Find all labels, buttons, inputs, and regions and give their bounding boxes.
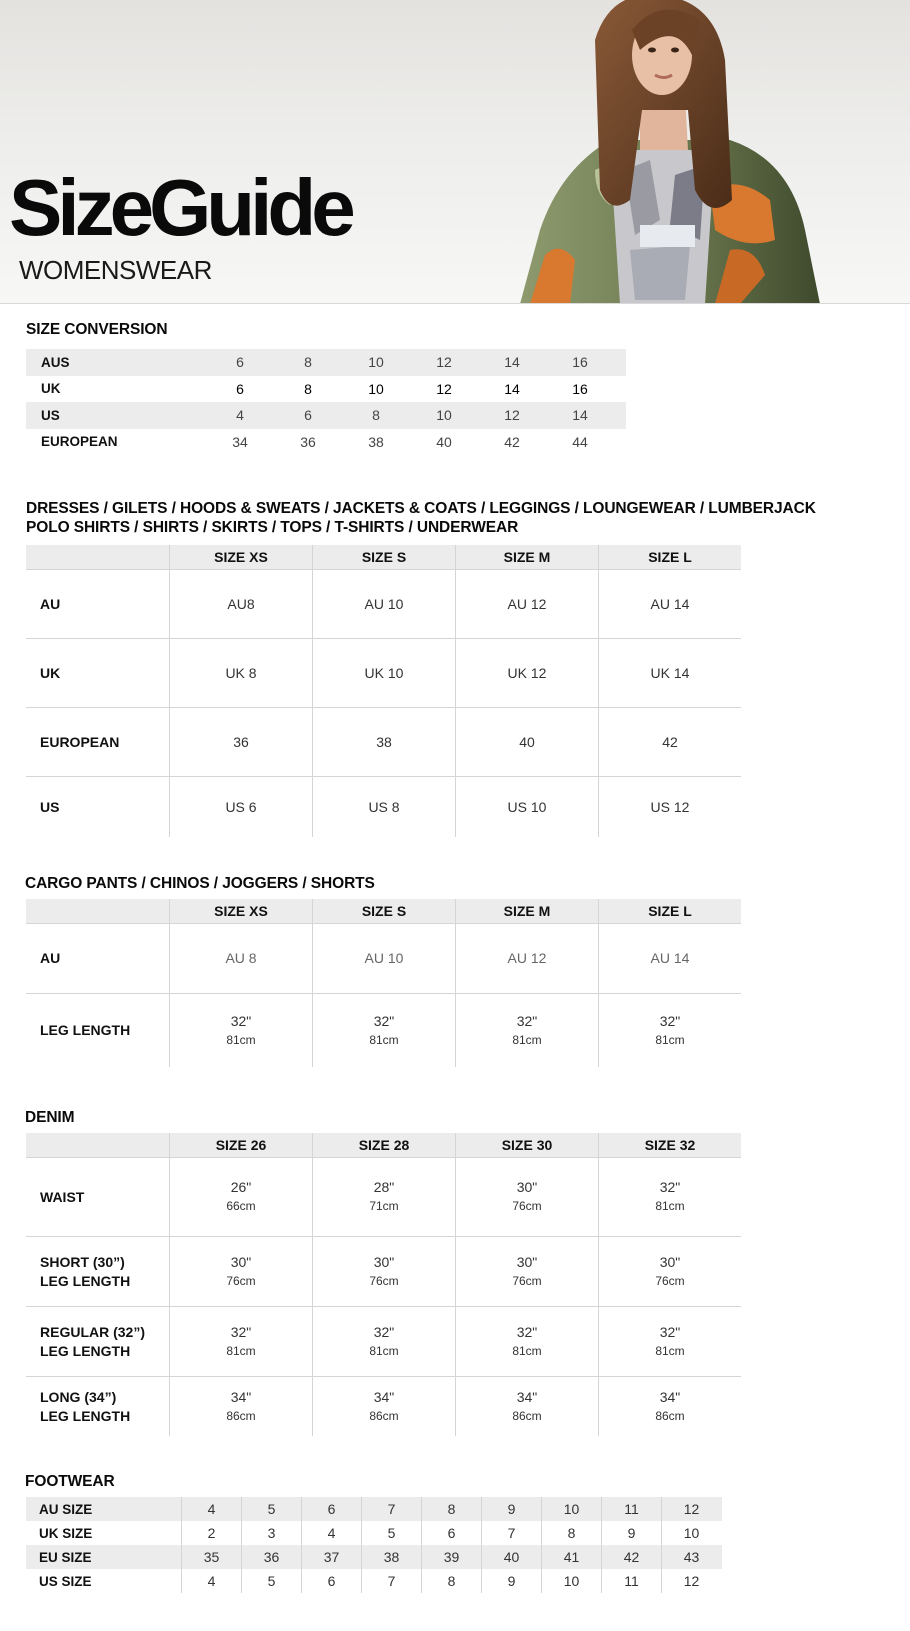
table-cell: AU 10 [312, 924, 455, 993]
measurement [226, 1323, 255, 1361]
footwear-value: 41 [541, 1545, 601, 1569]
table-header-cell: SIZE 32 [598, 1133, 741, 1157]
footwear-row [26, 1521, 722, 1545]
table-header-cell: SIZE L [598, 899, 741, 923]
table-cell [312, 1307, 455, 1376]
conversion-value: 40 [436, 433, 452, 450]
footwear-value: 6 [301, 1497, 361, 1521]
table-cell: AU 12 [455, 924, 598, 993]
table-cell: AU 8 [169, 924, 312, 993]
measurement-inches: 32" [516, 1323, 538, 1340]
footwear-value: 38 [361, 1545, 421, 1569]
measurement-cm: 71cm [369, 1199, 399, 1213]
conversion-value: 4 [236, 407, 244, 424]
table-row-label: US [40, 798, 60, 815]
table-cell [598, 1307, 741, 1376]
measurement-inches: 30" [516, 1253, 538, 1270]
table-header-cell: SIZE S [312, 545, 455, 569]
footwear-row [26, 1497, 722, 1521]
table-cell [455, 1158, 598, 1236]
footwear-value: 11 [601, 1569, 661, 1593]
measurement-inches: 32" [373, 1012, 395, 1029]
measurement-cm: 81cm [655, 1032, 685, 1047]
conversion-value: 16 [572, 380, 588, 397]
measurement-cm: 76cm [512, 1199, 542, 1213]
table-cell: AU 12 [455, 570, 598, 638]
model-photo [500, 0, 840, 304]
footwear-size-table [26, 1497, 722, 1593]
table-row [26, 1236, 741, 1306]
page-title: SizeGuide [9, 163, 351, 252]
conversion-row [26, 376, 626, 403]
table-header-cell: SIZE M [455, 899, 598, 923]
measurement [512, 1388, 541, 1426]
measurement-inches: 32" [230, 1012, 252, 1029]
footwear-row [26, 1545, 722, 1569]
table-header-cell: SIZE XS [169, 899, 312, 923]
footwear-value: 5 [241, 1497, 301, 1521]
measurement-cm: 76cm [655, 1273, 685, 1288]
table-row-label: UK [40, 664, 61, 681]
table-cell: 36 [169, 708, 312, 776]
footwear-value: 43 [661, 1545, 721, 1569]
table-row [26, 1157, 741, 1236]
footwear-value: 4 [181, 1569, 241, 1593]
measurement-inches: 32" [659, 1323, 681, 1340]
measurement [226, 1253, 255, 1291]
measurement-inches: 28" [373, 1179, 395, 1195]
table-cell [455, 1237, 598, 1306]
measurement-cm: 86cm [369, 1408, 399, 1423]
measurement-inches: 32" [659, 1012, 681, 1029]
table-cell: UK 14 [598, 639, 741, 707]
table-cell [169, 1377, 312, 1436]
footwear-title: FOOTWEAR [25, 1473, 115, 1490]
conversion-row-label: UK [41, 381, 61, 397]
footwear-value: 12 [661, 1569, 721, 1593]
footwear-value: 5 [361, 1521, 421, 1545]
table-cell: 42 [598, 708, 741, 776]
table-cell: UK 8 [169, 639, 312, 707]
table-row-label: LONG (34”) LEG LENGTH [40, 1388, 131, 1424]
conversion-value: 6 [304, 407, 312, 424]
measurement [655, 1178, 684, 1216]
measurement [512, 1178, 541, 1216]
table-header-cell: SIZE 26 [169, 1133, 312, 1157]
table-cell: AU8 [169, 570, 312, 638]
measurement [226, 1388, 255, 1426]
table-row [26, 923, 741, 993]
footwear-row-label: AU SIZE [39, 1501, 93, 1517]
footwear-value: 9 [601, 1521, 661, 1545]
table-row-label: LEG LENGTH [40, 1022, 131, 1038]
table-cell [169, 1158, 312, 1236]
measurement [512, 1253, 541, 1291]
measurement-cm: 81cm [512, 1032, 542, 1047]
footwear-value: 37 [301, 1545, 361, 1569]
conversion-value: 14 [504, 380, 520, 397]
footwear-value: 9 [481, 1569, 541, 1593]
table-cell: UK 12 [455, 639, 598, 707]
table-row [26, 707, 741, 776]
footwear-value: 40 [481, 1545, 541, 1569]
table-cell: AU 14 [598, 924, 741, 993]
conversion-value: 6 [236, 380, 244, 397]
measurement-cm: 76cm [226, 1273, 256, 1288]
conversion-value: 12 [504, 407, 520, 424]
measurement-inches: 30" [230, 1253, 252, 1270]
table-row-label: AU [40, 595, 61, 612]
conversion-value: 12 [436, 380, 452, 397]
table-row-label: EUROPEAN [40, 733, 120, 750]
table-header-blank [26, 899, 169, 923]
measurement-inches: 34" [373, 1388, 395, 1405]
conversion-row-label: EUROPEAN [41, 434, 118, 450]
conversion-row [26, 402, 626, 429]
footwear-value: 10 [541, 1569, 601, 1593]
footwear-value: 42 [601, 1545, 661, 1569]
table-cell: US 6 [169, 777, 312, 837]
table-cell [598, 1377, 741, 1436]
measurement-cm: 76cm [369, 1273, 399, 1288]
conversion-value: 16 [572, 354, 588, 371]
table-cell: US 12 [598, 777, 741, 837]
table-header-blank [26, 545, 169, 569]
conversion-value: 8 [304, 380, 312, 397]
hero-banner [0, 0, 910, 304]
footwear-value: 9 [481, 1497, 541, 1521]
table-header-row [26, 545, 741, 569]
table-cell [312, 1158, 455, 1236]
table-cell [455, 1377, 598, 1436]
footwear-value: 7 [361, 1569, 421, 1593]
footwear-value: 6 [301, 1569, 361, 1593]
table-cell [455, 994, 598, 1067]
measurement-cm: 86cm [226, 1408, 256, 1423]
measurement [369, 1253, 398, 1291]
table-header-cell: SIZE M [455, 545, 598, 569]
measurement-cm: 81cm [655, 1343, 685, 1358]
table-cell: US 8 [312, 777, 455, 837]
table-header-cell: SIZE XS [169, 545, 312, 569]
measurement [655, 1323, 684, 1361]
measurement-inches: 32" [373, 1323, 395, 1340]
conversion-value: 14 [504, 354, 520, 371]
measurement [512, 1012, 541, 1050]
table-cell: 40 [455, 708, 598, 776]
table-cell [169, 994, 312, 1067]
footwear-value: 35 [181, 1545, 241, 1569]
measurement [655, 1388, 684, 1426]
footwear-row-label: US SIZE [39, 1573, 92, 1589]
tops-size-table [26, 545, 741, 837]
measurement-cm: 81cm [226, 1343, 256, 1358]
table-cell [598, 994, 741, 1067]
measurement-cm: 86cm [512, 1408, 542, 1423]
table-row-label: AU [40, 950, 61, 966]
measurement-inches: 34" [230, 1388, 252, 1405]
footwear-value: 5 [241, 1569, 301, 1593]
conversion-value: 6 [236, 354, 244, 371]
footwear-value: 36 [241, 1545, 301, 1569]
denim-title: DENIM [25, 1109, 75, 1126]
measurement [655, 1012, 684, 1050]
conversion-row [26, 349, 626, 376]
measurement-inches: 32" [230, 1323, 252, 1340]
size-conversion-title: SIZE CONVERSION [26, 321, 168, 338]
measurement-cm: 66cm [226, 1199, 256, 1213]
footwear-value: 12 [661, 1497, 721, 1521]
measurement [369, 1388, 398, 1426]
measurement-inches: 34" [516, 1388, 538, 1405]
measurement-cm: 76cm [512, 1273, 542, 1288]
table-row [26, 776, 741, 837]
conversion-value: 34 [232, 433, 248, 450]
table-row [26, 1376, 741, 1436]
measurement-cm: 81cm [369, 1032, 399, 1047]
table-cell [169, 1307, 312, 1376]
measurement [369, 1178, 398, 1216]
table-row [26, 569, 741, 638]
measurement-inches: 30" [659, 1253, 681, 1270]
table-row-label: REGULAR (32”) LEG LENGTH [40, 1323, 146, 1359]
footwear-value: 11 [601, 1497, 661, 1521]
footwear-value: 6 [421, 1521, 481, 1545]
footwear-row-label: EU SIZE [39, 1549, 92, 1565]
conversion-value: 10 [368, 354, 384, 371]
footwear-value: 4 [301, 1521, 361, 1545]
measurement [226, 1012, 255, 1050]
measurement [369, 1012, 398, 1050]
measurement [655, 1253, 684, 1291]
measurement [512, 1323, 541, 1361]
footwear-value: 8 [421, 1569, 481, 1593]
conversion-row-label: US [41, 407, 60, 423]
measurement-inches: 34" [659, 1388, 681, 1405]
table-row-label: WAIST [40, 1188, 85, 1205]
measurement-cm: 81cm [369, 1343, 399, 1358]
conversion-value: 14 [572, 407, 588, 424]
table-cell [455, 1307, 598, 1376]
measurement-cm: 86cm [655, 1408, 685, 1423]
conversion-value: 36 [300, 433, 316, 450]
conversion-value: 38 [368, 433, 384, 450]
table-header-cell: SIZE 28 [312, 1133, 455, 1157]
table-header-cell: SIZE S [312, 899, 455, 923]
footwear-value: 3 [241, 1521, 301, 1545]
measurement [369, 1323, 398, 1361]
size-conversion-table [26, 349, 626, 455]
table-cell: AU 14 [598, 570, 741, 638]
table-cell: AU 10 [312, 570, 455, 638]
denim-size-table [26, 1133, 741, 1436]
footwear-value: 7 [361, 1497, 421, 1521]
footwear-value: 7 [481, 1521, 541, 1545]
conversion-value: 10 [436, 407, 452, 424]
conversion-row-label: AUS [41, 354, 70, 370]
footwear-value: 8 [421, 1497, 481, 1521]
footwear-row [26, 1569, 722, 1593]
table-cell: US 10 [455, 777, 598, 837]
conversion-value: 8 [372, 407, 380, 424]
measurement-cm: 81cm [226, 1032, 256, 1047]
conversion-row [26, 429, 626, 456]
pants-title: CARGO PANTS / CHINOS / JOGGERS / SHORTS [25, 875, 375, 892]
measurement-inches: 32" [659, 1179, 681, 1195]
measurement-cm: 81cm [655, 1199, 685, 1213]
tops-title-line2: POLO SHIRTS / SHIRTS / SKIRTS / TOPS / T-SHIRTS / UNDERWEAR [26, 519, 519, 536]
footwear-value: 39 [421, 1545, 481, 1569]
measurement-inches: 30" [373, 1253, 395, 1270]
tops-title-line1: DRESSES / GILETS / HOODS & SWEATS / JACKETS & COATS / LEGGINGS / LOUNGEWEAR / LUMBERJACK [26, 500, 816, 517]
table-cell: 38 [312, 708, 455, 776]
table-header-blank [26, 1133, 169, 1157]
table-cell [169, 1237, 312, 1306]
table-cell [312, 1377, 455, 1436]
footwear-value: 2 [181, 1521, 241, 1545]
footwear-value: 10 [541, 1497, 601, 1521]
table-cell [312, 994, 455, 1067]
page-subtitle: WOMENSWEAR [19, 255, 212, 285]
measurement-inches: 32" [516, 1012, 538, 1029]
table-header-row [26, 1133, 741, 1157]
table-header-cell: SIZE L [598, 545, 741, 569]
table-row [26, 1306, 741, 1376]
conversion-value: 10 [368, 380, 384, 397]
conversion-value: 12 [436, 354, 452, 371]
pants-size-table [26, 899, 741, 1067]
conversion-value: 42 [504, 433, 520, 450]
measurement-inches: 26" [230, 1179, 252, 1195]
table-header-cell: SIZE 30 [455, 1133, 598, 1157]
conversion-value: 44 [572, 433, 588, 450]
footwear-value: 8 [541, 1521, 601, 1545]
measurement-inches: 30" [516, 1179, 538, 1195]
table-cell [598, 1158, 741, 1236]
measurement-cm: 81cm [512, 1343, 542, 1358]
table-row [26, 638, 741, 707]
footwear-value: 10 [661, 1521, 721, 1545]
measurement [226, 1178, 255, 1216]
table-cell [598, 1237, 741, 1306]
table-row-label: SHORT (30”) LEG LENGTH [40, 1253, 131, 1289]
footwear-row-label: UK SIZE [39, 1525, 93, 1541]
table-header-row [26, 899, 741, 923]
footwear-value: 4 [181, 1497, 241, 1521]
table-cell [312, 1237, 455, 1306]
conversion-value: 8 [304, 354, 312, 371]
table-cell: UK 10 [312, 639, 455, 707]
table-row [26, 993, 741, 1067]
